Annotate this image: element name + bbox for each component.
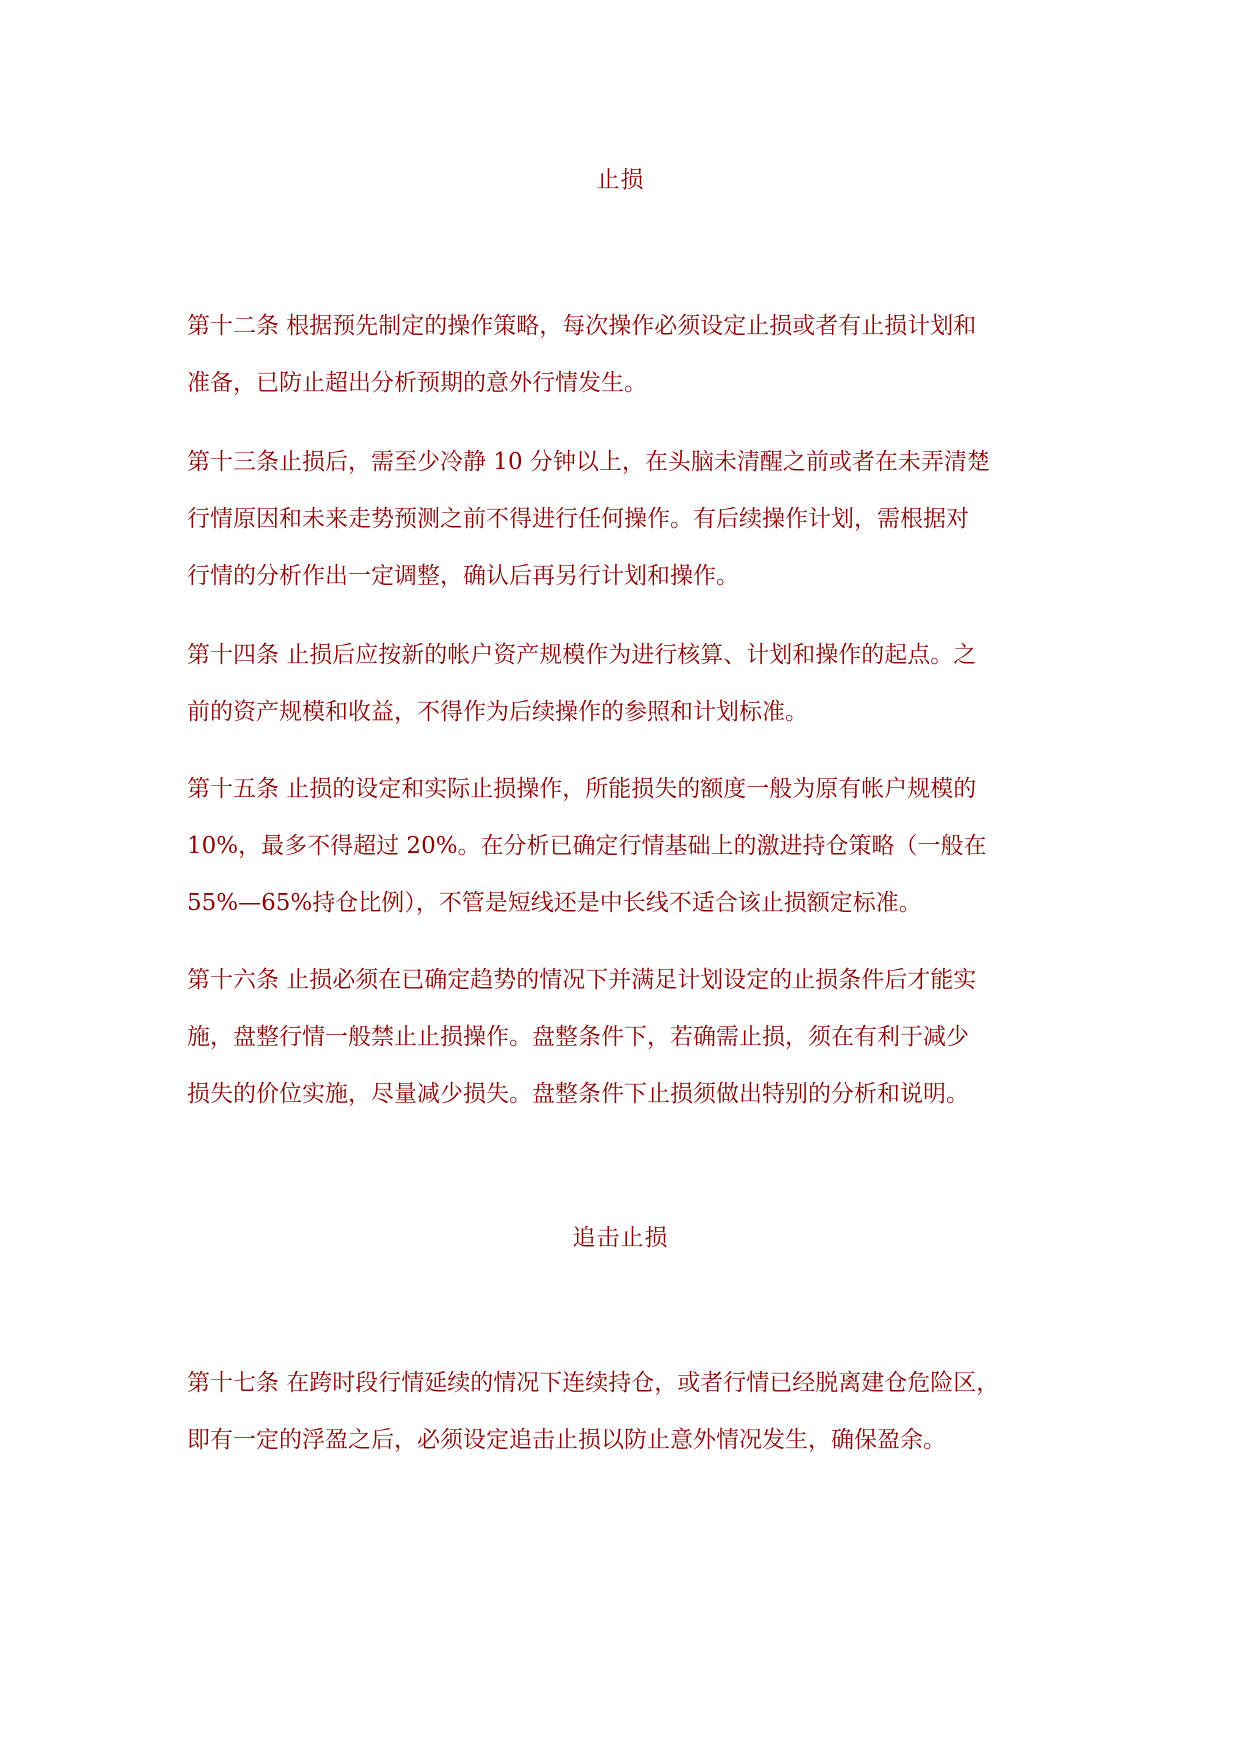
article-12	[187, 298, 1057, 412]
article-15	[187, 761, 1057, 932]
section-title-stop-loss: 止损	[596, 167, 645, 193]
article-16-line-2: 施，盘整行情一般禁止止损操作。盘整条件下，若确需止损，须在有利于减少	[187, 1024, 969, 1050]
article-16-line-3: 损失的价位实施，尽量减少损失。盘整条件下止损须做出特别的分析和说明。	[187, 1081, 969, 1107]
article-15-line-1: 第十五条 止损的设定和实际止损操作，所能损失的额度一般为原有帐户规模的	[187, 776, 977, 802]
article-15-line-2: 10%，最多不得超过 20%。在分析已确定行情基础上的激进持仓策略（一般在	[187, 833, 987, 859]
article-17-line-2: 即有一定的浮盈之后，必须设定追击止损以防止意外情况发生，确保盈余。	[187, 1427, 946, 1453]
article-12-line-2: 准备，已防止超出分析预期的意外行情发生。	[187, 370, 647, 396]
article-14	[187, 627, 1057, 741]
article-14-line-2: 前的资产规模和收益，不得作为后续操作的参照和计划标准。	[187, 699, 808, 725]
article-12-line-1: 第十二条 根据预先制定的操作策略，每次操作必须设定止损或者有止损计划和	[187, 313, 977, 339]
article-13	[187, 434, 1057, 605]
article-13-line-1: 第十三条止损后，需至少冷静 10 分钟以上，在头脑未清醒之前或者在未弄清楚	[187, 449, 990, 475]
article-17-line-1: 第十七条 在跨时段行情延续的情况下连续持仓，或者行情已经脱离建仓危险区，	[187, 1370, 1000, 1396]
article-17	[187, 1355, 1057, 1469]
article-15-line-3: 55%—65%持仓比例），不管是短线还是中长线不适合该止损额定标准。	[187, 890, 922, 916]
article-13-line-2: 行情原因和未来走势预测之前不得进行任何操作。有后续操作计划，需根据对	[187, 506, 969, 532]
article-16-line-1: 第十六条 止损必须在已确定趋势的情况下并满足计划设定的止损条件后才能实	[187, 967, 977, 993]
article-14-line-1: 第十四条 止损后应按新的帐户资产规模作为进行核算、计划和操作的起点。之	[187, 642, 977, 668]
article-16	[187, 952, 1057, 1123]
section-title-trailing-stop: 追击止损	[572, 1225, 669, 1251]
article-13-line-3: 行情的分析作出一定调整，确认后再另行计划和操作。	[187, 563, 739, 589]
